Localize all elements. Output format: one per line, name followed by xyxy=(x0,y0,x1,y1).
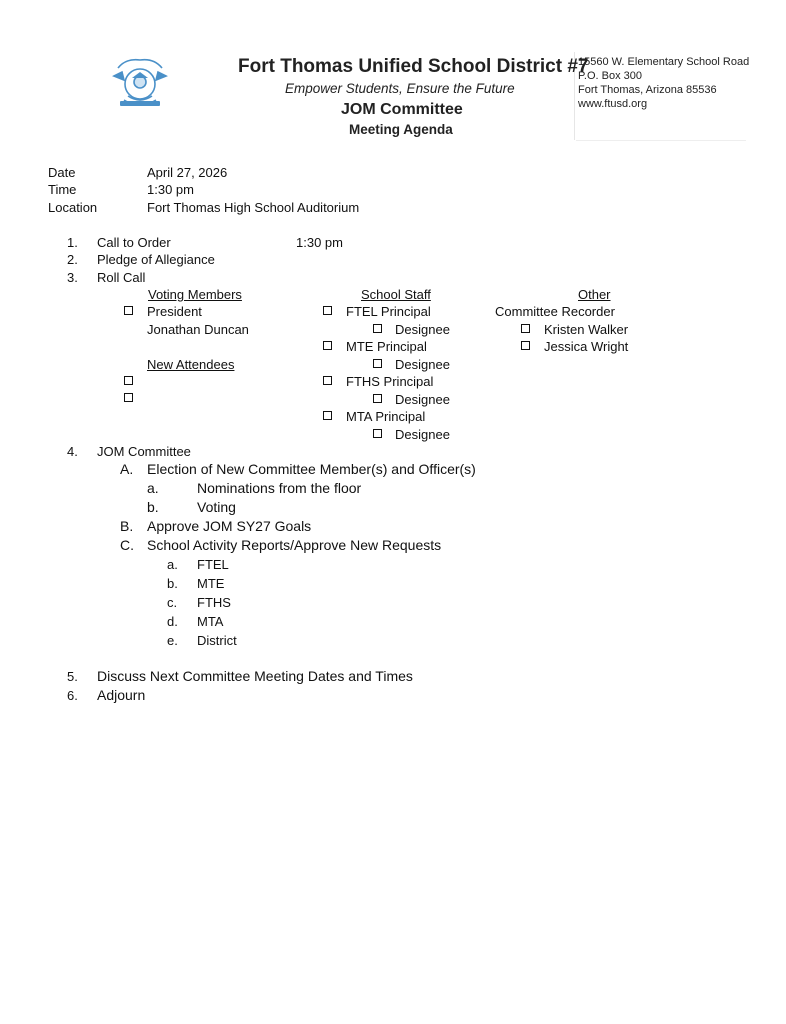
checkbox[interactable] xyxy=(323,411,332,420)
staff-ftel-principal: FTEL Principal xyxy=(346,304,431,319)
report-letter: c. xyxy=(167,595,178,610)
time-value: 1:30 pm xyxy=(147,182,194,197)
address-line-1: 15560 W. Elementary School Road xyxy=(578,56,750,68)
item-roll-call: Roll Call xyxy=(97,270,146,285)
other-heading: Other xyxy=(578,287,611,302)
checkbox[interactable] xyxy=(373,394,382,403)
item-number: 3. xyxy=(67,270,78,285)
document-title: Meeting Agenda xyxy=(349,122,453,137)
school-staff-heading: School Staff xyxy=(361,287,431,302)
other-person: Kristen Walker xyxy=(544,322,629,337)
checkbox[interactable] xyxy=(373,359,382,368)
checkbox[interactable] xyxy=(521,341,530,350)
committee-title: JOM Committee xyxy=(341,101,463,118)
staff-mte-principal: MTE Principal xyxy=(346,339,427,354)
item-number: 6. xyxy=(67,688,78,703)
staff-designee: Designee xyxy=(395,392,450,407)
staff-mta-principal: MTA Principal xyxy=(346,409,426,424)
report-letter: e. xyxy=(167,633,178,648)
item-number: 5. xyxy=(67,669,78,684)
location-label: Location xyxy=(48,200,98,215)
subitem-activity-reports: School Activity Reports/Approve New Requests xyxy=(147,537,442,553)
report-ftel: FTEL xyxy=(197,557,229,572)
checkbox[interactable] xyxy=(124,393,133,402)
district-motto: Empower Students, Ensure the Future xyxy=(285,81,515,96)
checkbox[interactable] xyxy=(373,324,382,333)
item-number: 4. xyxy=(67,444,78,459)
checkbox[interactable] xyxy=(323,341,332,350)
committee-recorder-label: Committee Recorder xyxy=(495,304,615,319)
staff-designee: Designee xyxy=(395,427,450,442)
president-label: President xyxy=(147,304,202,319)
checkbox[interactable] xyxy=(323,376,332,385)
report-district: District xyxy=(197,633,237,648)
subitem-letter: B. xyxy=(120,518,134,534)
checkbox[interactable] xyxy=(373,429,382,438)
address-line-3: Fort Thomas, Arizona 85536 xyxy=(578,84,717,96)
district-seal-icon xyxy=(112,54,168,112)
subitem-election: Election of New Committee Member(s) and Officer(s) xyxy=(147,461,476,477)
address-line-2: P.O. Box 300 xyxy=(578,70,643,82)
report-mta: MTA xyxy=(197,614,224,629)
subitem-voting: Voting xyxy=(197,499,236,515)
report-fths: FTHS xyxy=(197,595,231,610)
checkbox[interactable] xyxy=(521,324,530,333)
subitem-letter: b. xyxy=(147,499,159,515)
subitem-letter: A. xyxy=(120,461,134,477)
date-value: April 27, 2026 xyxy=(147,165,228,180)
item-pledge: Pledge of Allegiance xyxy=(97,252,215,267)
voting-members-heading: Voting Members xyxy=(148,287,242,302)
call-to-order-time: 1:30 pm xyxy=(296,235,343,250)
checkbox[interactable] xyxy=(124,376,133,385)
report-letter: a. xyxy=(167,557,178,572)
subitem-letter: a. xyxy=(147,480,159,496)
item-next-meeting: Discuss Next Committee Meeting Dates and Times xyxy=(97,668,413,684)
item-jom-committee: JOM Committee xyxy=(97,444,191,459)
date-label: Date xyxy=(48,165,76,180)
item-number: 1. xyxy=(67,235,78,250)
staff-designee: Designee xyxy=(395,322,450,337)
report-letter: b. xyxy=(167,576,178,591)
subitem-letter: C. xyxy=(120,537,134,553)
location-value: Fort Thomas High School Auditorium xyxy=(147,200,360,215)
time-label: Time xyxy=(48,182,77,197)
other-person: Jessica Wright xyxy=(544,339,629,354)
report-mte: MTE xyxy=(197,576,225,591)
report-letter: d. xyxy=(167,614,178,629)
item-number: 2. xyxy=(67,252,78,267)
subitem-approve-goals: Approve JOM SY27 Goals xyxy=(147,518,312,534)
staff-designee: Designee xyxy=(395,357,450,372)
district-title: Fort Thomas Unified School District #7 xyxy=(238,56,589,77)
staff-fths-principal: FTHS Principal xyxy=(346,374,434,389)
item-adjourn: Adjourn xyxy=(97,687,146,703)
checkbox[interactable] xyxy=(323,306,332,315)
subitem-nominations: Nominations from the floor xyxy=(197,480,362,496)
website: www.ftusd.org xyxy=(578,98,648,110)
new-attendees-heading: New Attendees xyxy=(147,357,235,372)
checkbox[interactable] xyxy=(124,306,133,315)
president-name: Jonathan Duncan xyxy=(147,322,249,337)
item-call-to-order: Call to Order xyxy=(97,235,171,250)
